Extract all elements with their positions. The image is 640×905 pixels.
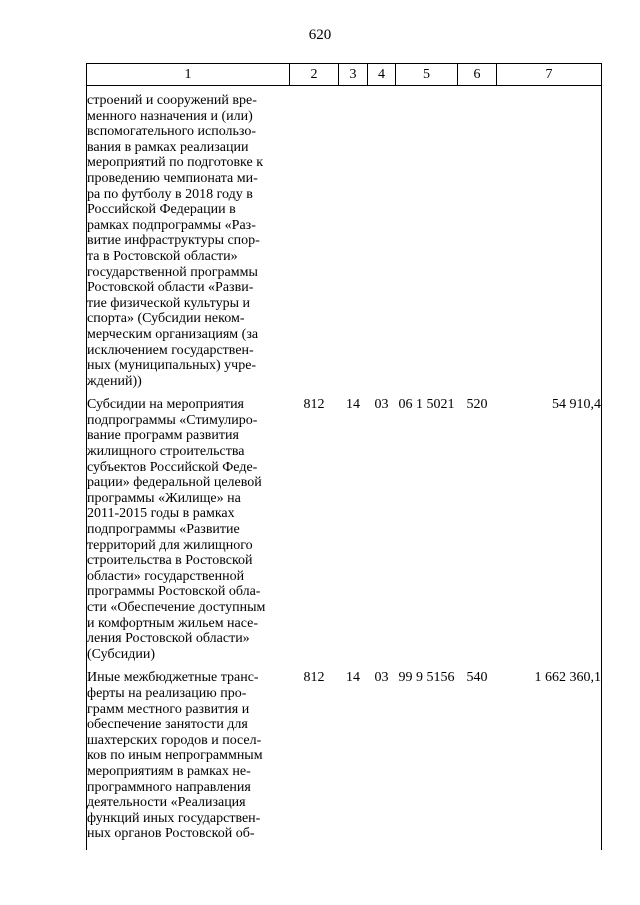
amount-cell: 54 910,4 [497,397,602,670]
description-line: рации» федеральной целевой [87,475,262,491]
description-line: Иные межбюджетные транс- [87,670,259,686]
header-col-4: 4 [368,64,396,86]
expense-type-cell: 520 [466,397,488,413]
admin-code-cell: 812 [303,670,325,686]
description-line: ных (муниципальных) учре- [87,358,257,374]
expense-type-cell: 540 [466,670,488,686]
section-cell: 14 [346,397,360,413]
description-line: субъектов Российской Феде- [87,459,258,475]
table-row [87,670,602,850]
header-col-2: 2 [290,64,339,86]
description-line: ферты на реализацию про- [87,685,247,701]
subsection-cell: 03 [374,670,389,686]
description-line: вание программ развития [87,428,239,444]
amount-cell [497,86,602,398]
description-line: строительства в Ростовской [87,553,253,569]
expense-type-cell [458,86,497,398]
description-line: Российской Федерации в [87,202,236,218]
description-line: функций иных государствен- [87,810,261,826]
description-line: грамм местного развития и [87,701,250,717]
description-line: Ростовской области «Разви- [87,280,254,296]
subsection-cell [368,86,396,398]
description-line: сти «Обеспечение доступным [87,600,266,615]
header-row [87,64,602,86]
description-line: и комфортным жильем насе- [87,615,259,631]
description-line: витие инфраструктуры спор- [87,233,260,249]
description-line: Субсидии на мероприятия [87,397,244,413]
section-cell: 14 [346,670,360,686]
target-article-cell: 99 9 5156 [398,670,455,686]
description-line: подпрограммы «Развитие [87,522,240,538]
description-line: деятельности «Реализация [87,795,246,811]
description-line: строений и сооружений вре- [87,93,257,108]
description-line: мерческим организациям (за [87,326,259,342]
description-line: (Субсидии) [87,646,156,662]
target-article-cell [396,86,458,398]
description-line: подпрограммы «Стимулиро- [87,412,258,428]
description-line: ления Ростовской области» [87,631,250,647]
subsection-cell: 03 [374,397,389,413]
description-line: проведению чемпионата ми- [87,170,258,186]
description-line: шахтерских городов и посел- [87,732,262,748]
description-line: ных органов Ростовской об- [87,826,255,842]
admin-code-cell [290,86,339,398]
description-line: обеспечение занятости для [87,717,248,733]
description-line: исключением государствен- [87,342,254,358]
description-line: ра по футболу в 2018 году в [87,186,253,202]
budget-table [86,63,602,850]
header-col-6: 6 [458,64,497,86]
description-line: государственной программы [87,264,258,280]
description-line: программного направления [87,779,251,795]
description-line: вспомогательного использо- [87,124,257,140]
description-line: мероприятий по подготовке к [87,155,264,171]
table-row [87,397,602,670]
header-col-1: 1 [87,64,290,86]
admin-code-cell: 812 [303,397,325,413]
table-row [87,86,602,398]
description-line: жилищного строительства [87,444,245,460]
row-description [87,670,290,850]
description-line: та в Ростовской области» [87,248,238,264]
row-description [87,397,290,670]
row-description [87,86,290,398]
description-line: 2011-2015 годы в рамках [87,506,235,522]
header-col-5: 5 [396,64,458,86]
section-cell [339,86,368,398]
amount-cell: 1 662 360,1 [497,670,602,850]
description-line: области» государственной [87,568,245,584]
target-article-cell: 06 1 5021 [398,397,455,413]
description-line: программы «Жилище» на [87,490,241,506]
description-line: программы Ростовской обла- [87,584,261,600]
description-line: ков по иным непрограммным [87,748,263,764]
description-line: спорта» (Субсидии неком- [87,311,245,327]
header-col-7: 7 [497,64,602,86]
description-line: вания в рамках реализации [87,139,249,155]
page-number: 620 [308,27,332,43]
description-line: рамках подпрограммы «Раз- [87,217,256,233]
description-line: ждений)) [87,373,142,389]
header-col-3: 3 [339,64,368,86]
description-line: территорий для жилищного [87,537,253,553]
description-line: менного назначения и (или) [87,108,253,124]
description-line: тие физической культуры и [87,295,250,311]
description-line: мероприятиям в рамках не- [87,763,251,779]
